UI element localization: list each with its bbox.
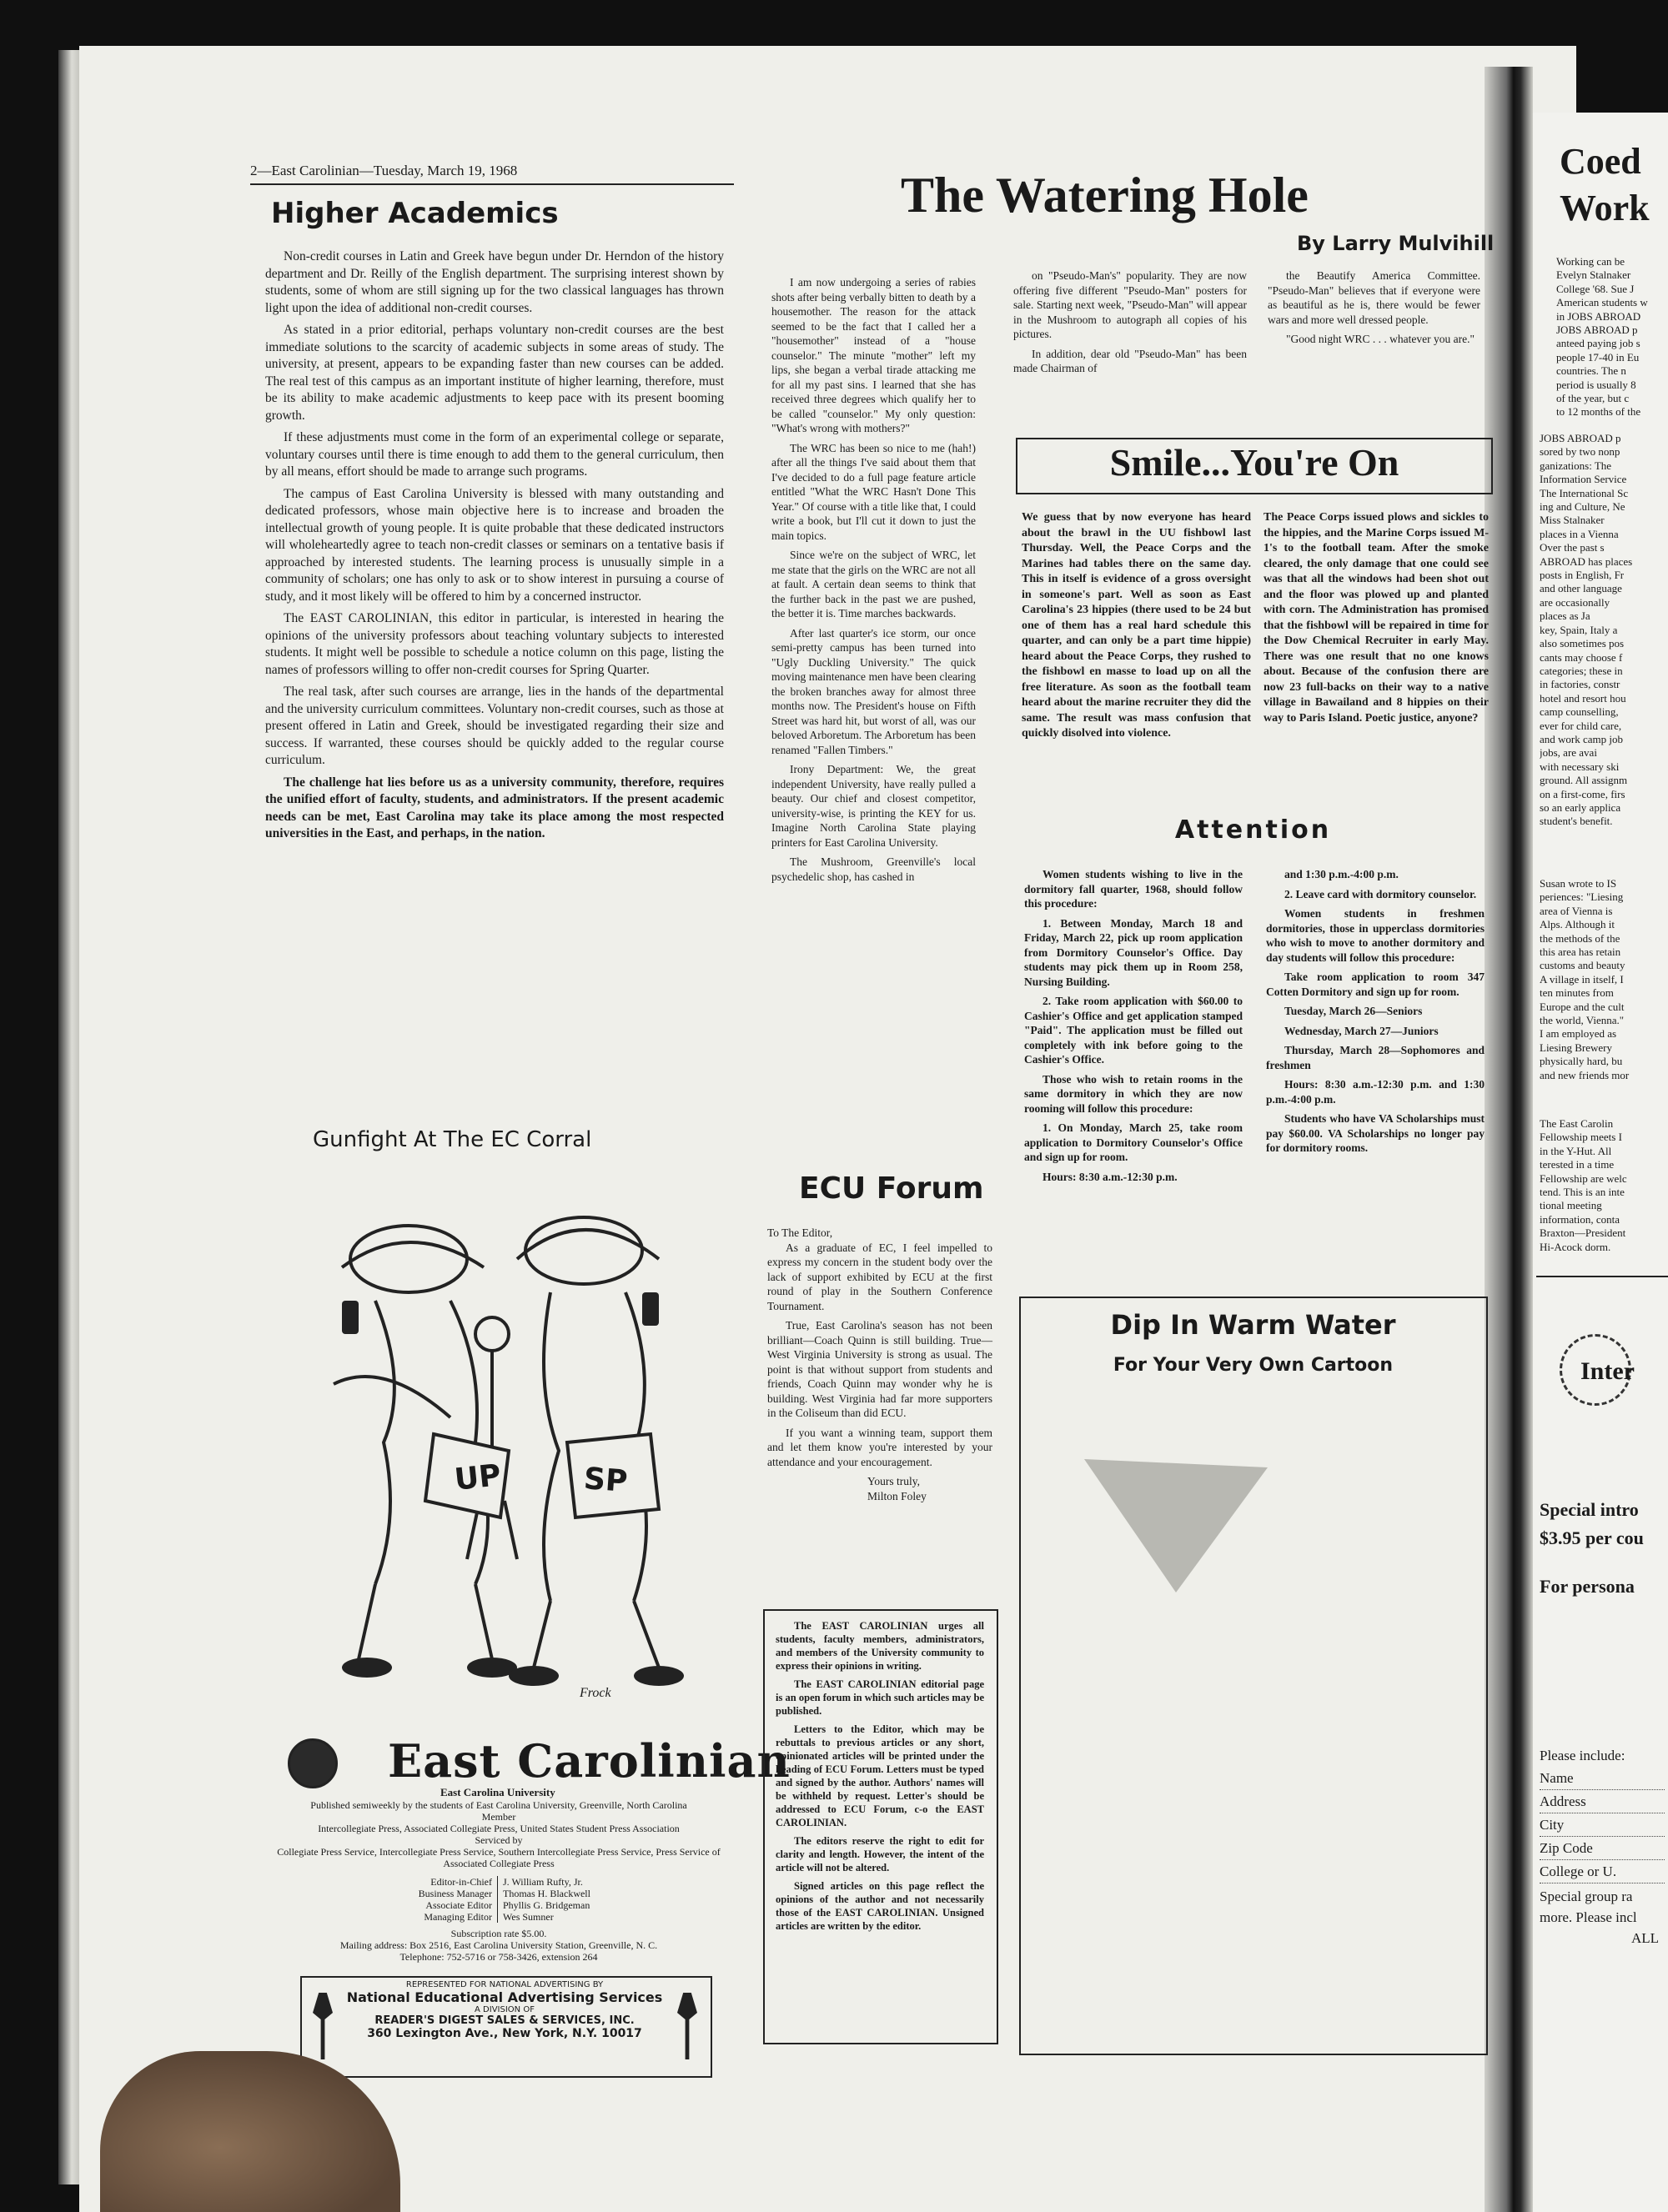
right-footer-line: more. Please incl: [1540, 1909, 1637, 1925]
right-line: to 12 months of the: [1556, 405, 1641, 419]
right-line: cants may choose f: [1540, 650, 1623, 664]
form-city-field[interactable]: City: [1540, 1813, 1665, 1837]
right-line: the methods of the: [1540, 931, 1620, 945]
masthead-served-label: Serviced by: [475, 1834, 523, 1846]
forum-closing: Yours truly,: [867, 1475, 921, 1487]
right-line: Braxton—President: [1540, 1226, 1626, 1240]
form-name-field[interactable]: Name: [1540, 1767, 1665, 1790]
right-line: anteed paying job s: [1556, 337, 1640, 350]
attention-paragraph: and 1:30 p.m.-4:00 p.m.: [1284, 868, 1399, 880]
staff-name: Wes Sumner: [503, 1911, 554, 1923]
right-line: A village in itself, I: [1540, 972, 1624, 986]
right-line: Susan wrote to IS: [1540, 877, 1617, 890]
watering-paragraph: "Good night WRC . . . whatever you are.": [1286, 333, 1475, 345]
forum-paragraph: If you want a winning team, support them and let them know you're interested by your attendance and your encouragement.: [767, 1426, 992, 1468]
smile-col2: The Peace Corps issued plows and sickles to the hippies, and the Marine Corps issued M-1's to the football team. After the smoke cleared, the only damage that one could see was that all the windows had been shot out and the floor was plowed up and planted with corn. The Administration has promised that the fishbowl will be repaired in time for the Dow Chemical Recruiter in early May. There was one result that no one knows about. Because of the confusion there are now 23 full-backs on their way to a native village in Bawailand and 8 hippies on their way to Paris Island. Poetic justice, anyone?: [1264, 511, 1489, 725]
masthead-member: Intercollegiate Press, Associated Collegiate Press, United States Student Press Association: [318, 1823, 680, 1834]
right-line: posts in English, Fr: [1540, 569, 1625, 582]
masthead-member-label: Member: [481, 1811, 516, 1823]
attention-paragraph: 1. On Monday, March 25, take room application to Dormitory Counselor's Office and sign up for room.: [1024, 1121, 1243, 1163]
nas-ad-text: [334, 1980, 676, 2040]
form-zip-field[interactable]: Zip Code: [1540, 1837, 1665, 1860]
masthead-name: East Carolinian: [388, 1734, 791, 1788]
editorial-paragraph: The real task, after such courses are arrange, lies in the hands of the departmental and the university curriculum committees. Voluntary non-credit courses, such as those at present offered in Latin and Greek, should be investigated regarding their size and success. If warranted, these courses should be quickly added to the regular course curriculum.: [265, 685, 724, 767]
right-line: Europe and the cult: [1540, 1000, 1625, 1013]
nas-line3: A DIVISION OF: [475, 2005, 535, 2014]
staff-name: Phyllis G. Bridgeman: [503, 1899, 590, 1911]
right-line: countries. The n: [1556, 364, 1626, 378]
smile-title: Smile...You're On: [1109, 441, 1399, 484]
right-line: period is usually 8: [1556, 378, 1636, 391]
cartoon-title: Gunfight At The EC Corral: [313, 1127, 592, 1152]
watering-paragraph: The Mushroom, Greenville's local psychedelic shop, has cashed in: [771, 855, 976, 883]
folio-rule: [250, 183, 734, 185]
staff-role: Business Manager: [334, 1888, 498, 1899]
staff-role: Managing Editor: [334, 1911, 498, 1923]
right-line: Information Service: [1540, 473, 1627, 486]
forum-signature: Milton Foley: [867, 1489, 927, 1502]
right-line: in the Y-Hut. All: [1540, 1144, 1612, 1157]
dip-box: [1019, 1297, 1488, 2055]
attention-paragraph: Wednesday, March 27—Juniors: [1284, 1024, 1439, 1037]
masthead-address: Mailing address: Box 2516, East Carolina University Station, Greenville, N. C.: [339, 1939, 658, 1951]
right-line: Alps. Although it: [1540, 918, 1615, 931]
staff-name: J. William Rufty, Jr.: [503, 1876, 583, 1888]
right-ad-rule: [1536, 1276, 1668, 1277]
right-line: tend. This is an inte: [1540, 1186, 1625, 1199]
right-ad-logo: Inter: [1580, 1357, 1635, 1385]
attention-col2: [1266, 867, 1485, 1161]
right-line: key, Spain, Italy a: [1540, 623, 1618, 636]
watering-paragraph: Since we're on the subject of WRC, let me state that the girls on the WRC are not all at fault. A certain dean seems to think that the further back in the past we are pushed, the better it is. Time marches backwards.: [771, 549, 976, 619]
smile-col1: We guess that by now everyone has heard about the brawl in the UU fishbowl last Thursday. Well, the Peace Corps and the Marines had tables there on the same day. This in itself is evidence of a gross oversight in someone's part. Well as soon as East Carolina's 23 hippies (there used to be 24 but one of them has a real hard schedule this quarter, and can only be a part time hippie) heard about the Peace Corps, they rushed to the fishbowl en masse to load up on all the free literature. As soon as the football team heard about the marine recruiter they did the same. The result was mass confusion that quickly disolved into violence.: [1022, 511, 1251, 740]
policy-paragraph: The EAST CAROLINIAN editorial page is an open forum in which such articles may be published.: [776, 1678, 984, 1717]
masthead-subscription: Subscription rate $5.00.: [450, 1928, 547, 1939]
watering-paragraph: Irony Department: We, the great independent University, have really pulled a beauty. Our chief and closest competitor, university-wise, is printing the KEY for us. Imagine North Carolina State playing printers for East Carolina University.: [771, 763, 976, 849]
masthead-subtitle: East Carolina University: [440, 1786, 555, 1798]
right-line: on a first-come, firs: [1540, 787, 1625, 800]
watering-paragraph: the Beautify America Committee. "Pseudo-Man" believes that if everyone were as beautiful as he is, there would be fewer wars and more well dressed people.: [1268, 269, 1480, 326]
form-college-field[interactable]: College or U.: [1540, 1860, 1665, 1883]
right-line: Hi-Acock dorm.: [1540, 1240, 1611, 1253]
right-line: ing and Culture, Ne: [1540, 500, 1625, 514]
right-line: with necessary ski: [1540, 760, 1620, 773]
editorial-paragraph: If these adjustments must come in the form of an experimental college or separate, voluntary courses until there is time enough to add them to the general curriculum, then by all means, effort should be made to arrange such programs.: [265, 430, 724, 479]
right-line: in factories, constr: [1540, 678, 1620, 691]
editorial-paragraph: The EAST CAROLINIAN, this editor in particular, is interested in hearing the opinions of the university professors about teaching voluntary subjects to interested students. It might well be possible to schedule a notice column on this page, listing the names of professors willing to offer non-credit courses for Spring Quarter.: [265, 611, 724, 677]
right-text-block-2: [1540, 432, 1665, 829]
right-line: information, conta: [1540, 1212, 1620, 1226]
attention-title: Attention: [1174, 815, 1332, 845]
forum-title: ECU Forum: [799, 1171, 984, 1206]
editorial-title: Higher Academics: [271, 197, 559, 230]
staff-name: Thomas H. Blackwell: [503, 1888, 590, 1899]
right-line: The International Sc: [1540, 486, 1629, 499]
policy-paragraph: The EAST CAROLINIAN urges all students, faculty members, administrators, and members of the University community to express their opinions in writing.: [776, 1620, 984, 1672]
right-line: also sometimes pos: [1540, 637, 1625, 650]
policy-paragraph: Signed articles on this page reflect the opinions of the author and not necessarily those of the EAST CAROLINIAN. Unsigned articles are written by the editor.: [776, 1880, 984, 1932]
right-line: people 17-40 in Eu: [1556, 350, 1640, 364]
right-line: hotel and resort hou: [1540, 691, 1626, 705]
right-line: ganizations: The: [1540, 459, 1612, 472]
editorial-paragraph: The challenge hat lies before us as a university community, therefore, requires the unified effort of faculty, students, and administrators. If the present academic needs can be met, East Carolina may take its place among the most respected universities in the East, and perhaps, in the nation.: [265, 775, 724, 840]
watering-byline: By Larry Mulvihill: [1297, 232, 1495, 255]
nas-line2: National Educational Advertising Services: [346, 1989, 663, 2005]
right-line: so an early applica: [1540, 800, 1621, 814]
cartoon-sign-left: UP: [453, 1458, 503, 1497]
attention-paragraph: 2. Take room application with $60.00 to Cashier's Office and get application stamped "Paid". The application must be filled out completely with ink before going to the Cashier's Office.: [1024, 995, 1243, 1066]
staff-role: Associate Editor: [334, 1899, 498, 1911]
forum-paragraph: True, East Carolina's season has not been brilliant—Coach Quinn is still building. True—West Virginia University is strong as usual. The point is that without support from students and friends, Coach Quinn may wonder why he is building. West Virginia had far more supporters in the Coliseum than did ECU.: [767, 1319, 992, 1419]
right-line: Evelyn Stalnaker: [1556, 268, 1631, 282]
cartoon-illustration: [284, 1167, 717, 1718]
masthead-staff: [334, 1876, 651, 1923]
policy-paragraph: The editors reserve the right to edit for clarity and length. However, the intent of the article will not be altered.: [776, 1835, 984, 1873]
attention-paragraph: Students who have VA Scholarships must pay $60.00. VA Scholarships no longer pay for dormitory rooms.: [1266, 1112, 1485, 1154]
right-line: categories; these in: [1540, 664, 1623, 677]
right-line: and new friends mor: [1540, 1068, 1630, 1081]
right-line: Miss Stalnaker: [1540, 514, 1605, 527]
nas-line4: READER'S DIGEST SALES & SERVICES, INC.: [374, 2014, 635, 2027]
form-label: Please include:: [1540, 1748, 1625, 1763]
right-line: ground. All assignm: [1540, 774, 1628, 787]
watering-paragraph: The WRC has been so nice to me (hah!) after all the things I've said about them that I've decided to do a full page feature article entitled "What the WRC Hasn't Done This Year." Of course with a title like that, I could write a book, but I'll cut it down to just the main topics.: [771, 441, 976, 542]
right-line: customs and beauty: [1540, 959, 1625, 972]
watering-title: The Watering Hole: [901, 168, 1309, 223]
right-line: in JOBS ABROAD: [1556, 309, 1641, 323]
right-title-2: Work: [1560, 188, 1650, 228]
folio: 2—East Carolinian—Tuesday, March 19, 1968: [250, 163, 518, 178]
right-line: tional meeting: [1540, 1199, 1602, 1212]
right-line: sored by two nonp: [1540, 445, 1620, 459]
cartoon-sign-right: SP: [582, 1462, 629, 1499]
right-text-block-3: [1540, 877, 1665, 1082]
attention-paragraph: Those who wish to retain rooms in the same dormitory in which they are now rooming will follow this procedure:: [1024, 1072, 1243, 1115]
right-line: Fellowship meets I: [1540, 1131, 1622, 1144]
watering-col2: [1013, 268, 1247, 381]
right-footer-line: ALL: [1631, 1930, 1660, 1946]
attention-paragraph: Women students in freshmen dormitories, those in upperclass dormitories who wish to move to another dormitory and day students will follow this procedure:: [1266, 907, 1485, 964]
university-seal-icon: [288, 1738, 338, 1788]
right-line: this area has retain: [1540, 945, 1621, 959]
editorial-paragraph: As stated in a prior editorial, perhaps voluntary non-credit courses are the best immediate solutions to the scarcity of academic subjects in some areas of study. The university, at present, appears to be expanding faster than new courses can be added. The real test of this campus as an important institute of higher learning, therefore, must be its ability to make academic adjustments to keep pace with its present booming growth.: [265, 323, 724, 423]
dip-subtitle: For Your Very Own Cartoon: [1113, 1355, 1394, 1376]
right-ad-special: Special intro: [1540, 1499, 1639, 1520]
masthead-telephone: Telephone: 752-5716 or 758-3426, extension 264: [399, 1951, 598, 1963]
right-line: and other language: [1540, 582, 1622, 595]
attention-paragraph: Take room application to room 347 Cotten Dormitory and sign up for room.: [1266, 971, 1485, 998]
right-line: JOBS ABROAD p: [1540, 432, 1621, 444]
right-line: of the year, but c: [1556, 392, 1630, 405]
watering-col1: [771, 275, 976, 889]
editorial-body: [265, 248, 724, 848]
right-ad-footer: [1540, 1886, 1659, 1949]
watering-paragraph: In addition, dear old "Pseudo-Man" has been made Chairman of: [1013, 347, 1247, 374]
masthead-published: Published semiweekly by the students of East Carolina University, Greenville, North Carolina: [310, 1799, 687, 1811]
editorial-paragraph: The campus of East Carolina University is blessed with many outstanding and dedicated professors, whose main objective here is to increase and broaden the intellectual growth of young people. It is quite probable that these dedicated instructors will wholeheartedly agree to teach non-credit classes or seminars on a tentative basis if approached by interested students. The learning process is unusually simple in a community of scholars; one has only to ask or to show interest in pursuing a course of study, and it most likely will be offered to him by a concerned instructor.: [265, 486, 724, 604]
right-title-1: Coed: [1560, 141, 1641, 182]
forum-paragraph: As a graduate of EC, I feel impelled to express my concern in the student body over the lack of support exhibited by ECU at the first round of play in the Southern Conference Tournament.: [767, 1241, 992, 1312]
right-line: JOBS ABROAD p: [1556, 324, 1638, 337]
attention-paragraph: Hours: 8:30 a.m.-12:30 p.m.: [1042, 1170, 1178, 1183]
right-line: College '68. Sue J: [1556, 282, 1635, 295]
nas-line1: REPRESENTED FOR NATIONAL ADVERTISING BY: [405, 1980, 604, 1989]
attention-paragraph: Thursday, March 28—Sophomores and freshmen: [1266, 1044, 1485, 1071]
dip-triangle: [1076, 1451, 1276, 1601]
editorial-paragraph: Non-credit courses in Latin and Greek have begun under Dr. Herndon of the history department and Dr. Reilly of the English department. The surprising interest shown by students, some of whom are still signing up for the two classical languages has thrown light upon the idea of additional non-credit courses.: [265, 249, 724, 315]
right-line: physically hard, bu: [1540, 1055, 1623, 1068]
masthead-contact: [265, 1928, 732, 1963]
right-line: ever for child care,: [1540, 719, 1622, 732]
right-line: student's benefit.: [1540, 815, 1613, 828]
right-text-block-4: [1540, 1117, 1665, 1254]
right-line: Over the past s: [1540, 541, 1605, 554]
right-line: places in a Vienna: [1540, 527, 1619, 540]
right-ad-personal: For persona: [1540, 1576, 1635, 1597]
watering-paragraph: on "Pseudo-Man's" popularity. They are now offering five different "Pseudo-Man" posters for sale. Starting next week, "Pseudo-Man" will appear in the Mushroom to autograph all copies of his pictures.: [1013, 269, 1247, 340]
attention-paragraph: Women students wishing to live in the dormitory fall quarter, 1968, should follow this procedure:: [1024, 868, 1243, 910]
forum-body: [767, 1226, 992, 1503]
right-line: terested in a time: [1540, 1158, 1615, 1171]
right-line: and work camp job: [1540, 732, 1624, 745]
right-line: ABROAD has places: [1540, 554, 1633, 568]
cartoon-signature: Frock: [580, 1686, 611, 1700]
attention-paragraph: 2. Leave card with dormitory counselor.: [1284, 887, 1477, 900]
right-line: Working can be: [1556, 255, 1625, 268]
attention-col1: [1024, 867, 1243, 1189]
attention-paragraph: Tuesday, March 26—Seniors: [1284, 1005, 1423, 1017]
masthead-details: [265, 1799, 732, 1869]
right-ad-price: $3.95 per cou: [1540, 1527, 1644, 1548]
right-line: area of Vienna is: [1540, 904, 1613, 917]
masthead-served: Collegiate Press Service, Intercollegiate Press Service, Southern Intercollegiate Press Service, Press Service of Associated Collegiate Press: [277, 1846, 721, 1869]
right-text-block-1: [1556, 255, 1665, 419]
right-line: periences: "Liesing: [1540, 890, 1624, 904]
nas-line5: 360 Lexington Ave., New York, N.Y. 10017: [367, 2027, 642, 2040]
attention-paragraph: Hours: 8:30 a.m.-12:30 p.m. and 1:30 p.m.-4:00 p.m.: [1266, 1078, 1485, 1106]
dip-title: Dip In Warm Water: [1110, 1309, 1396, 1341]
watering-paragraph: I am now undergoing a series of rabies shots after being verbally bitten to death by a housemother. The reason for the attack seemed to be the fact that I called her a "housemother" instead of a "house counselor." The minute "mother" left my lips, she began a verbal tirade attacking me for all my past sins. I learned that she has received three degrees which qualify her to be called "counselor." My only question: "What's wrong with mothers?": [771, 276, 976, 434]
forum-salutation: To The Editor,: [767, 1226, 833, 1239]
policy-paragraph: Letters to the Editor, which may be rebuttals to previous articles or any short, opinionated articles will be printed under the heading of ECU Forum. Letters must be typed and signed by the author. Authors' names will be withheld by request. Letter's should be addressed to ECU Forum, c-o the EAST CAROLINIAN.: [776, 1723, 984, 1828]
right-line: places as Ja: [1540, 609, 1590, 623]
right-line: The East Carolin: [1540, 1117, 1614, 1130]
attention-paragraph: 1. Between Monday, March 18 and Friday, March 22, pick up room application from Dormitory Counselor's Office. Day students may pick them up in Room 258, Nursing Building.: [1024, 916, 1243, 988]
watering-paragraph: After last quarter's ice storm, our once semi-pretty campus has been turned into "Ugly Duckling University." The quick moving maintenance men have been clearing the broken branches away for almost three months now. The President's house on Fifth Street was hard hit, but worst of all, was our beloved Arboretum. The Arboretum has been renamed "Fallen Timbers.": [771, 626, 976, 756]
book-gutter: [1485, 67, 1533, 2212]
policy-text: [776, 1619, 984, 1938]
right-ad-form: [1540, 1744, 1665, 1883]
right-line: American students w: [1556, 296, 1648, 309]
right-line: are occasionally: [1540, 595, 1610, 609]
right-line: ten minutes from: [1540, 986, 1614, 1000]
right-line: jobs, are avai: [1540, 746, 1597, 760]
right-footer-line: Special group ra: [1540, 1888, 1633, 1904]
form-address-field[interactable]: Address: [1540, 1790, 1665, 1813]
staff-role: Editor-in-Chief: [334, 1876, 498, 1888]
watering-col3: [1268, 268, 1480, 352]
right-line: the world, Vienna.": [1540, 1014, 1625, 1027]
right-line: camp counselling,: [1540, 705, 1619, 719]
right-line: Liesing Brewery: [1540, 1041, 1613, 1054]
right-line: Fellowship are welc: [1540, 1171, 1627, 1185]
right-line: I am employed as: [1540, 1027, 1617, 1041]
